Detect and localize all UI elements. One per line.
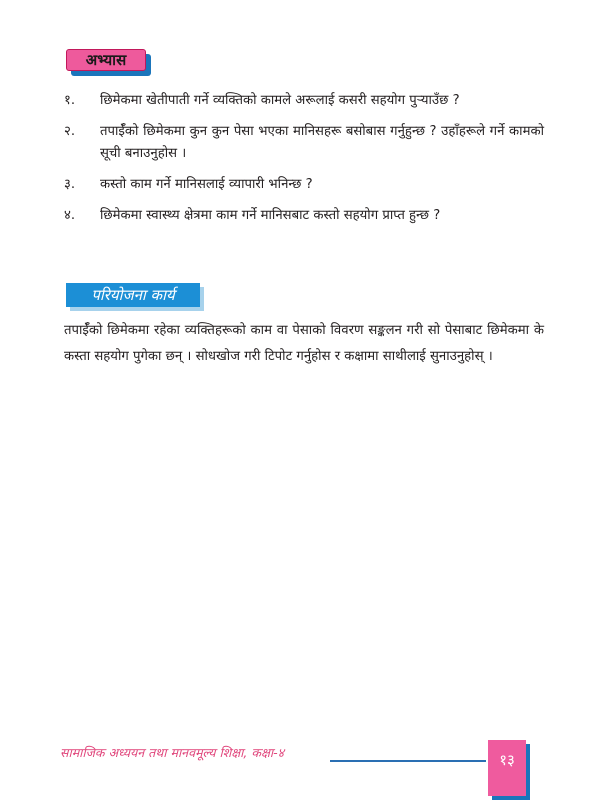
exercise-item-text: तपाईँको छिमेकमा कुन कुन पेसा भएका मानिसहरू बसोबास गर्नुहुन्छ ? उहाँहरूले गर्ने कामको सूची बनाउनुहोस । <box>100 124 544 161</box>
exercise-item-number: ३. <box>64 177 76 192</box>
exercise-heading-badge <box>66 49 152 73</box>
exercise-item-number: १. <box>64 93 76 108</box>
page-number: १३ <box>488 740 526 796</box>
exercise-item-3 <box>64 174 544 196</box>
exercise-item-text: छिमेकमा स्वास्थ्य क्षेत्रमा काम गर्ने मानिसबाट कस्तो सहयोग प्राप्त हुन्छ ? <box>100 208 441 223</box>
exercise-list <box>64 90 544 236</box>
exercise-item-text: छिमेकमा खेतीपाती गर्ने व्यक्तिको कामले अरूलाई कसरी सहयोग पुऱ्याउँछ ? <box>100 93 460 108</box>
page-number-box <box>488 740 530 800</box>
exercise-item-text: कस्तो काम गर्ने मानिसलाई व्यापारी भनिन्छ ? <box>100 177 313 192</box>
exercise-item-2 <box>64 121 544 165</box>
exercise-item-number: २. <box>64 124 76 139</box>
footer-book-title: सामाजिक अध्ययन तथा मानवमूल्य शिक्षा, कक्षा-४ <box>60 745 285 760</box>
exercise-item-4 <box>64 205 544 227</box>
project-heading: परियोजना कार्य <box>66 283 200 307</box>
project-heading-badge <box>66 283 206 311</box>
footer-rule <box>330 760 486 762</box>
exercise-item-1 <box>64 90 544 112</box>
project-text: तपाईँको छिमेकमा रहेका व्यक्तिहरूको काम वा पेसाको विवरण सङ्कलन गरी सो पेसाबाट छिमेकमा के कस्ता सहयोग पुगेका छन् । सोधखोज गरी टिपोट गर्नुहोस र कक्षामा साथीलाई सुनाउनुहोस् । <box>64 323 544 364</box>
exercise-item-number: ४. <box>64 208 76 223</box>
exercise-heading: अभ्यास <box>66 49 146 71</box>
